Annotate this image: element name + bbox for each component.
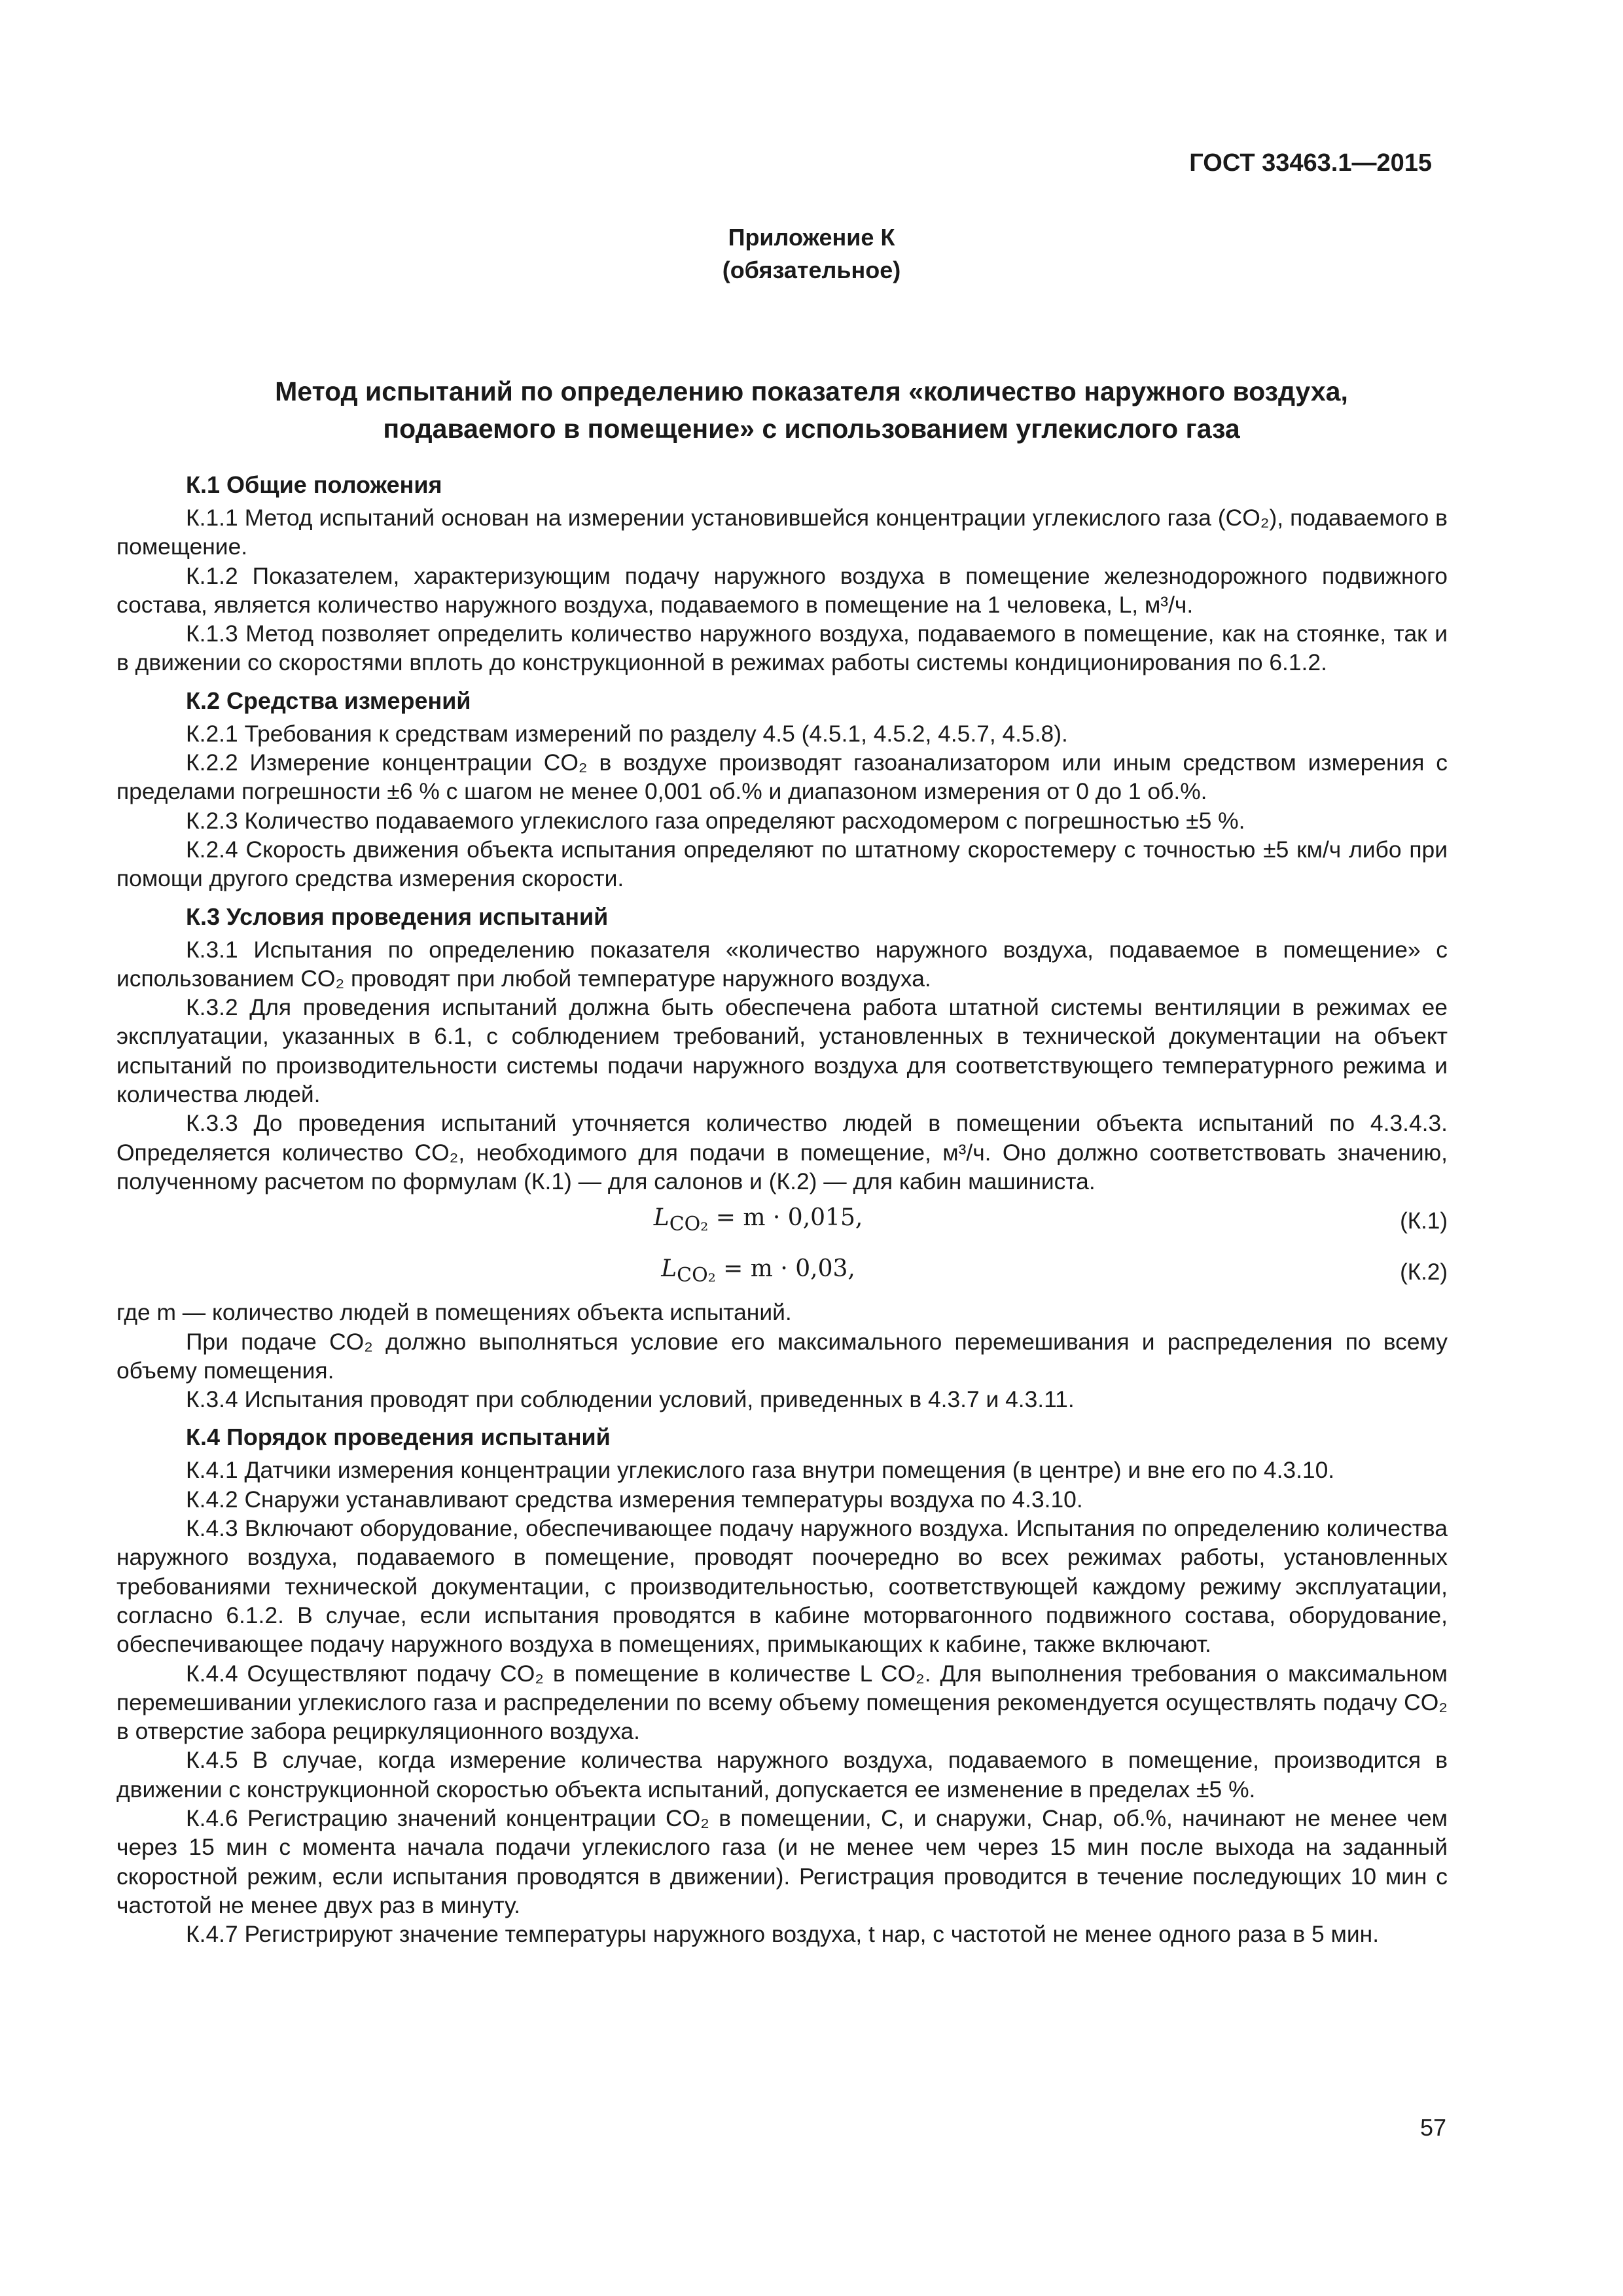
paragraph-k4-3: К.4.3 Включают оборудование, обеспечивающее подачу наружного воздуха. Испытания по определению количества наружного воздуха, подаваемого в помещение, проводят поочередно во всех режимах работы, установленных требованиями технической документации, с производительностью, соответствующей каждому режиму эксплуатации, согласно 6.1.2. В случае, если испытания проводятся в кабине моторвагонного подвижного состава, оборудование, обеспечивающее подачу наружного воздуха в помещениях, примыкающих к кабине, также включают.	[116, 1515, 1448, 1658]
formula-k1	[116, 1196, 1448, 1247]
formula-k2-lhs: L	[661, 1255, 677, 1282]
annex-status: (обязательное)	[722, 257, 901, 283]
formula-k1-lhs: L	[653, 1204, 669, 1231]
paragraph-k4-6: К.4.6 Регистрацию значений концентрации CO₂ в помещении, C, и снаружи, Cнар, об.%, начинают не менее чем через 15 мин с момента начала подачи углекислого газа (и не менее чем через 15 мин после выхода на заданный скоростной режим, если испытания проводятся в движении). Регистрация проводится в течение последующих 10 мин с частотой не менее двух раз в минуту.	[116, 1804, 1448, 1918]
document-code: ГОСТ 33463.1—2015	[1189, 149, 1432, 177]
annex-heading	[0, 221, 1623, 287]
paragraph-k4-1: К.4.1 Датчики измерения концентрации углекислого газа внутри помещения (в центре) и вне его по 4.3.10.	[186, 1457, 1335, 1484]
paragraph-k3-3: К.3.3 До проведения испытаний уточняется количество людей в помещении объекта испытаний по 4.3.4.3. Определяется количество CO₂, необходимого для подачи в помещение, м³/ч. Оно должно соответствовать значению, полученному расчетом по формулам (К.1) — для салонов и (К.2) — для кабин машиниста.	[116, 1110, 1448, 1194]
paragraph-k1-3: К.1.3 Метод позволяет определить количество наружного воздуха, подаваемого в помещение, как на стоянке, так и в движении со скоростями вплоть до конструкционной в режимах работы системы кондиционирования по 6.1.2.	[116, 620, 1448, 676]
paragraph-k2-4: К.2.4 Скорость движения объекта испытания определяют по штатному скоростемеру с точностью ±5 км/ч либо при помощи другого средства измерения скорости.	[116, 836, 1448, 892]
formula-k2-subscript: CO₂	[677, 1264, 716, 1287]
section-k3-heading: К.3 Условия проведения испытаний	[186, 903, 609, 930]
formula-k1-number: (К.1)	[1400, 1208, 1448, 1234]
paragraph-k2-2: К.2.2 Измерение концентрации CO₂ в воздухе производят газоанализатором или иным средством измерения с пределами погрешности ±6 % с шагом не менее 0,001 об.% и диапазоном измерения от 0 до 1 об.%.	[116, 749, 1448, 805]
paragraph-k4-7: К.4.7 Регистрируют значение температуры наружного воздуха, t нар, с частотой не менее одного раза в 5 мин.	[186, 1921, 1380, 1948]
formula-k2-number: (К.2)	[1400, 1259, 1448, 1285]
paragraph-k3-1: К.3.1 Испытания по определению показателя «количество наружного воздуха, подаваемое в помещение» с использованием CO₂ проводят при любой температуре наружного воздуха.	[116, 936, 1448, 992]
paragraph-k4-4: К.4.4 Осуществляют подачу CO₂ в помещение в количестве L CO₂. Для выполнения требования о максимальном перемешивании углекислого газа и распределении по всему объему помещения рекомендуется осуществлять подачу CO₂ в отверстие забора рециркуляционного воздуха.	[116, 1660, 1448, 1745]
annex-title: Приложение К	[728, 224, 895, 251]
paragraph-k3-4: К.3.4 Испытания проводят при соблюдении условий, приведенных в 4.3.7 и 4.3.11.	[186, 1386, 1075, 1413]
paragraph-k3-3-continued: При подаче CO₂ должно выполняться условие его максимального перемешивания и распределения по всему объему помещения.	[116, 1328, 1448, 1384]
formula-k2-rhs: = m · 0,03,	[715, 1255, 855, 1282]
formula-k1-expression	[116, 1204, 1400, 1239]
document-title-line-1: Метод испытаний по определению показателя «количество наружного воздуха,	[275, 376, 1348, 406]
document-title	[196, 373, 1427, 448]
formula-where-clause: где m — количество людей в помещениях объекта испытаний.	[116, 1299, 792, 1326]
section-k4-heading: К.4 Порядок проведения испытаний	[186, 1424, 611, 1451]
paragraph-k1-2: К.1.2 Показателем, характеризующим подачу наружного воздуха в помещение железнодорожного подвижного состава, является количество наружного воздуха, подаваемого в помещение на 1 человека, L, м³/ч.	[116, 562, 1448, 618]
formula-k1-subscript: CO₂	[669, 1213, 709, 1236]
section-k1-heading: К.1 Общие положения	[186, 471, 442, 498]
formula-k2	[116, 1247, 1448, 1298]
document-body	[116, 461, 1448, 1948]
formula-k2-expression	[116, 1255, 1400, 1290]
paragraph-k2-3: К.2.3 Количество подаваемого углекислого газа определяют расходомером с погрешностью ±5 %.	[186, 807, 1245, 834]
paragraph-k3-2: К.3.2 Для проведения испытаний должна быть обеспечена работа штатной системы вентиляции в режимах ее эксплуатации, указанных в 6.1, с соблюдением требований, установленных в технической документации на объект испытаний по производительности системы подачи наружного воздуха для соответствующего температурного режима и количества людей.	[116, 994, 1448, 1108]
paragraph-k2-1: К.2.1 Требования к средствам измерений по разделу 4.5 (4.5.1, 4.5.2, 4.5.7, 4.5.8).	[186, 720, 1068, 747]
section-k2-heading: К.2 Средства измерений	[186, 687, 471, 714]
formula-k1-rhs: = m · 0,015,	[708, 1204, 863, 1231]
paragraph-k4-2: К.4.2 Снаружи устанавливают средства измерения температуры воздуха по 4.3.10.	[186, 1486, 1083, 1513]
page-number: 57	[1419, 2114, 1446, 2141]
document-title-line-2: подаваемого в помещение» с использованием углекислого газа	[383, 414, 1240, 444]
paragraph-k1-1: К.1.1 Метод испытаний основан на измерении установившейся концентрации углекислого газа (CO₂), подаваемого в помещение.	[116, 505, 1448, 560]
paragraph-k4-5: К.4.5 В случае, когда измерение количества наружного воздуха, подаваемого в помещение, производится в движении с конструкционной скоростью объекта испытаний, допускается ее изменение в пределах ±5 %.	[116, 1747, 1448, 1803]
